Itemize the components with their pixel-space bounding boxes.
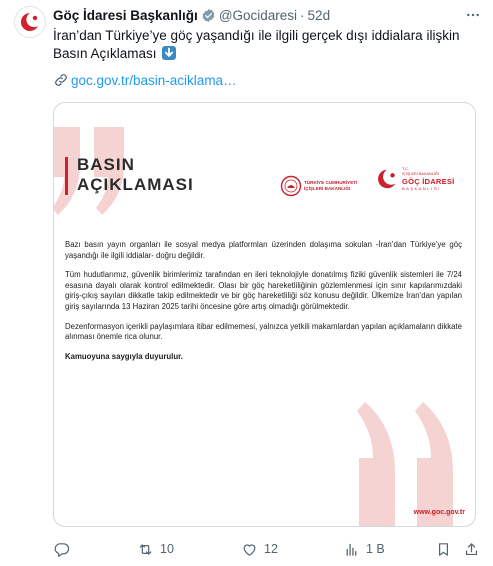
tweet-header [53,6,483,24]
website-url: www.goc.gov.tr [413,509,465,516]
down-arrow-emoji-icon [162,46,176,60]
avatar[interactable] [14,6,46,38]
reply-icon [53,541,70,558]
view-count: 1 B [366,542,385,556]
ministry-logo [280,175,357,197]
like-button[interactable] [241,541,343,558]
logo2-line-3: GÖÇ İDARESİ [402,177,455,186]
like-icon [241,541,258,558]
tweet-actions [53,539,488,559]
like-count: 12 [264,542,278,556]
link-text[interactable]: goc.gov.tr/basin-aciklama… [71,72,237,88]
reply-button[interactable] [53,541,137,558]
logo2-line-2: İÇİŞLERİ BAKANLIĞI [402,172,439,176]
quote-close-decoration [339,388,476,527]
logo1-line-1: TÜRKİYE CUMHURİYETİ [304,180,358,185]
bookmark-icon [435,541,452,558]
author-handle[interactable]: @Gocidaresi [218,7,298,23]
logo2-line-1: T.C. [402,167,409,171]
link-icon [53,72,69,88]
retweet-count: 10 [160,542,174,556]
paragraph-1: Bazı basın yayın organları ile sosyal medya platformları üzerinden dolaşıma sokulan -İran’dan Türkiye’ye göç yaşandığı ile ilgili iddialar- doğru değildir. [65,240,462,260]
share-button[interactable] [463,541,483,558]
retweet-button[interactable] [137,541,241,558]
separator-dot: · [300,7,305,23]
views-icon [343,541,360,558]
goc-idaresi-logo-icon [17,9,43,35]
press-release-body [65,240,462,371]
press-release-title [65,155,194,195]
tweet-text-content: İran’dan Türkiye’ye göç yaşandığı ile ilgili gerçek dışı iddialara ilişkin Basın Açıklaması [53,28,460,61]
closing-line: Kamuoyuna saygıyla duyurulur. [65,351,183,361]
tweet-time[interactable]: 52d [307,7,331,23]
crescent-logo-icon [375,167,399,191]
share-icon [463,541,480,558]
logo1-line-2: İÇİŞLERİ BAKANLIĞI [304,186,351,191]
paragraph-3: Dezenformasyon içerikli paylaşımlara itibar edilmemesi, yalnızca yetkili makamlardan yapılan açıklamaların dikkate alınması önemle rica olunur. [65,321,462,342]
bookmark-button[interactable] [435,541,463,558]
press-release-image[interactable] [53,102,476,527]
goc-idaresi-logo [375,167,454,191]
views-button[interactable] [343,541,435,558]
ministry-emblem-icon [280,175,302,197]
verified-badge-icon [201,8,216,23]
tweet-text [53,27,478,63]
title-line-2: AÇIKLAMASI [77,175,194,194]
title-line-1: BASIN [77,155,135,174]
author-name[interactable]: Göç İdaresi Başkanlığı [53,7,198,23]
paragraph-2: Tüm hudutlarımız, güvenlik birimlerimiz tarafından en ileri teknolojiyle donatılmış fiziki güvenlik sistemleri ile 7/24 esasına dayalı olarak kontrol edilmektedir. Olası bir göç hareketliliğinin gözlemlenmesi için sınır kapılarımızdaki giriş-çıkış sayıları dikkatle takip edilmektedir ve bir göç hareketliliği söz konusu değildir. Ülkemize İran’dan yapılan giriş sayılarında 13 Haziran 2025 tarihi öncesine göre artış olmadığı görülmektedir. [65,270,462,311]
logo2-line-4: BAŞKANLIĞI [402,186,441,191]
tweet-link[interactable] [53,72,237,88]
more-icon[interactable] [463,5,483,25]
retweet-icon [137,541,154,558]
